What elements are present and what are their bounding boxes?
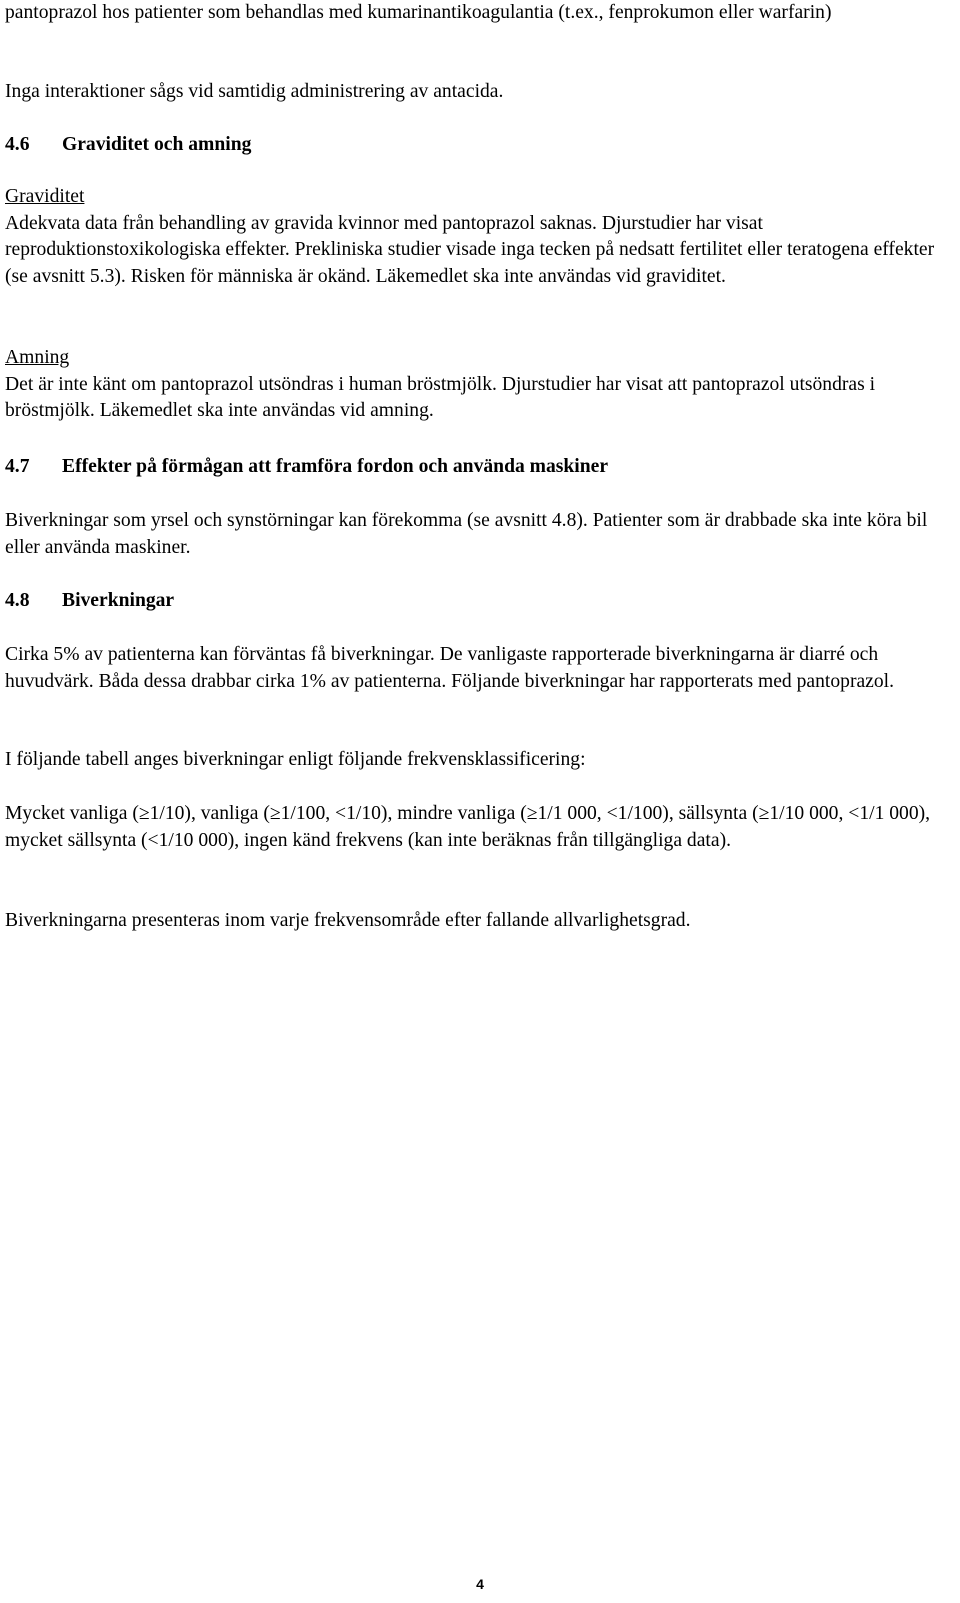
breastfeeding-paragraph: Det är inte känt om pantoprazol utsöndras i human bröstmjölk. Djurstudier har visat att pantoprazol utsöndras i bröstmjölk. Läkemedlet ska inte användas vid amning. [5,373,876,421]
section-title: Biverkningar [62,590,175,611]
section-title: Graviditet och amning [62,134,252,155]
section-heading-4-8 [5,588,941,615]
frequency-classes-paragraph: Mycket vanliga (≥1/10), vanliga (≥1/100, <1/10), mindre vanliga (≥1/1 000, <1/100), sällsynta (≥1/10 000, <1/1 000), mycket sällsynta (<1/10 000), ingen känd frekvens (kan inte beräknas från tillgängliga data). [5,803,931,851]
section-number: 4.7 [5,456,30,477]
breastfeeding-subheading-text: Amning [5,347,70,368]
page-number: 4 [476,1576,484,1592]
pregnancy-block [5,184,941,290]
pregnancy-subheading-text: Graviditet [5,186,85,207]
section-number: 4.6 [5,134,30,155]
section-number: 4.8 [5,590,30,611]
pregnancy-subheading [5,184,941,211]
breastfeeding-block [5,345,941,425]
driving-paragraph: Biverkningar som yrsel och synstörningar kan förekomma (se avsnitt 4.8). Patienter som är drabbade ska inte köra bil eller använda maskiner. [5,510,928,558]
ordering-note-paragraph: Biverkningarna presenteras inom varje frekvensområde efter fallande allvarlighetsgrad. [5,910,691,931]
side-effects-intro-paragraph: Cirka 5% av patienterna kan förväntas få biverkningar. De vanligaste rapporterade biverkningarna är diarré och huvudvärk. Båda dessa drabbar cirka 1% av patienterna. Följande biverkningar har rapporterats med pantoprazol. [5,644,894,692]
interaction-continuation-paragraph: pantoprazol hos patienter som behandlas med kumarinantikoagulantia (t.ex., fenprokumon eller warfarin) [5,2,832,23]
antacid-note-paragraph: Inga interaktioner sågs vid samtidig administrering av antacida. [5,81,504,102]
section-heading-4-6 [5,132,941,159]
pregnancy-paragraph: Adekvata data från behandling av gravida kvinnor med pantoprazol saknas. Djurstudier har visat reproduktionstoxikologiska effekter. Prekliniska studier visade inga tecken på nedsatt fertilitet eller teratogena effekter (se avsnitt 5.3). Risken för människa är okänd. Läkemedlet ska inte användas vid graviditet. [5,212,935,287]
section-heading-4-7 [5,454,941,481]
table-intro-paragraph: I följande tabell anges biverkningar enligt följande frekvensklassificering: [5,749,586,770]
section-title: Effekter på förmågan att framföra fordon och använda maskiner [62,456,609,477]
breastfeeding-subheading [5,345,941,372]
